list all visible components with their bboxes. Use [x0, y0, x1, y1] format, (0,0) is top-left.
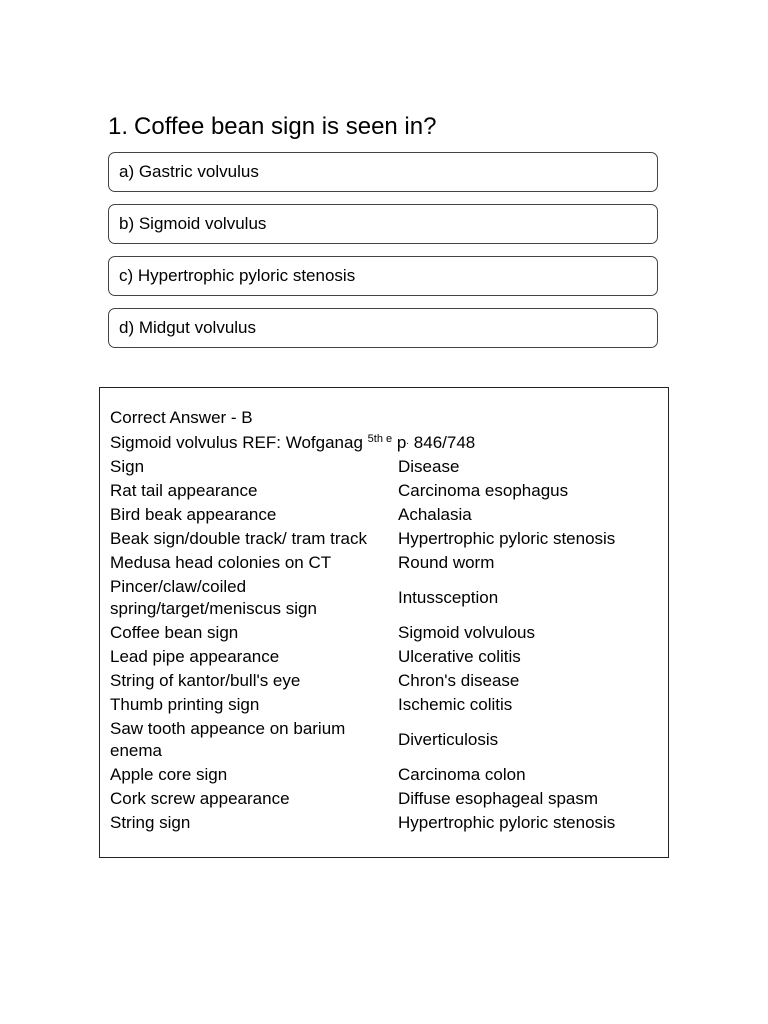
table-row	[110, 787, 658, 811]
signs-table	[110, 455, 658, 835]
correct-answer-line: Correct Answer - B	[110, 408, 253, 427]
option-b[interactable]	[108, 204, 658, 244]
reference-dot: .	[406, 436, 410, 447]
sign-cell: Thumb printing sign	[110, 695, 260, 714]
header-sign: Sign	[110, 457, 145, 476]
option-label: d) Midgut volvulus	[119, 318, 257, 337]
disease-cell: Diverticulosis	[398, 730, 499, 749]
option-label: c) Hypertrophic pyloric stenosis	[119, 266, 356, 285]
option-label: b) Sigmoid volvulus	[119, 214, 267, 233]
option-a[interactable]	[108, 152, 658, 192]
option-d[interactable]	[108, 308, 658, 348]
answer-content	[110, 406, 658, 835]
disease-cell: Achalasia	[398, 505, 472, 524]
sign-cell: String sign	[110, 813, 191, 832]
sign-cell: Cork screw appearance	[110, 789, 290, 808]
sign-cell: Lead pipe appearance	[110, 647, 280, 666]
disease-cell: Chron's disease	[398, 671, 520, 690]
disease-cell: Round worm	[398, 553, 495, 572]
disease-cell: Hypertrophic pyloric stenosis	[398, 529, 616, 548]
reference-text: Sigmoid volvulus REF: Wofganag	[110, 433, 368, 452]
option-c[interactable]	[108, 256, 658, 296]
sign-cell: Bird beak appearance	[110, 505, 277, 524]
disease-cell: Hypertrophic pyloric stenosis	[398, 813, 616, 832]
sign-cell: Rat tail appearance	[110, 481, 258, 500]
disease-cell: Carcinoma esophagus	[398, 481, 569, 500]
table-row	[110, 669, 658, 693]
table-row	[110, 479, 658, 503]
table-row	[110, 717, 658, 763]
header-disease: Disease	[398, 457, 460, 476]
sign-cell: Saw tooth appeance on barium enema	[110, 719, 346, 760]
table-header-row	[110, 455, 658, 479]
disease-cell: Sigmoid volvulous	[398, 623, 536, 642]
answer-explanation-box	[99, 387, 669, 858]
sign-cell: Beak sign/double track/ tram track	[110, 529, 368, 548]
question-text: Coffee bean sign is seen in?	[134, 113, 437, 140]
disease-cell: Carcinoma colon	[398, 765, 526, 784]
disease-cell: Ischemic colitis	[398, 695, 513, 714]
disease-cell: Diffuse esophageal spasm	[398, 789, 599, 808]
table-row	[110, 503, 658, 527]
table-row	[110, 527, 658, 551]
sign-cell: Apple core sign	[110, 765, 228, 784]
reference-line	[110, 430, 658, 455]
sign-cell: Pincer/claw/coiled spring/target/meniscus sign	[110, 577, 317, 618]
disease-cell: Ulcerative colitis	[398, 647, 521, 666]
table-row	[110, 621, 658, 645]
reference-pages: 846/748	[409, 433, 476, 452]
table-row	[110, 811, 658, 835]
sign-cell: String of kantor/bull's eye	[110, 671, 301, 690]
option-label: a) Gastric volvulus	[119, 162, 259, 181]
sign-cell: Medusa head colonies on CT	[110, 553, 332, 572]
reference-edition: 5th e	[367, 433, 393, 445]
question-number: 1.	[108, 113, 129, 140]
table-row	[110, 693, 658, 717]
sign-cell: Coffee bean sign	[110, 623, 239, 642]
reference-p: p	[392, 433, 407, 452]
disease-cell: Intussception	[398, 588, 499, 607]
table-row	[110, 645, 658, 669]
table-row	[110, 763, 658, 787]
table-row	[110, 551, 658, 575]
question-title	[108, 112, 436, 142]
table-row	[110, 575, 658, 621]
